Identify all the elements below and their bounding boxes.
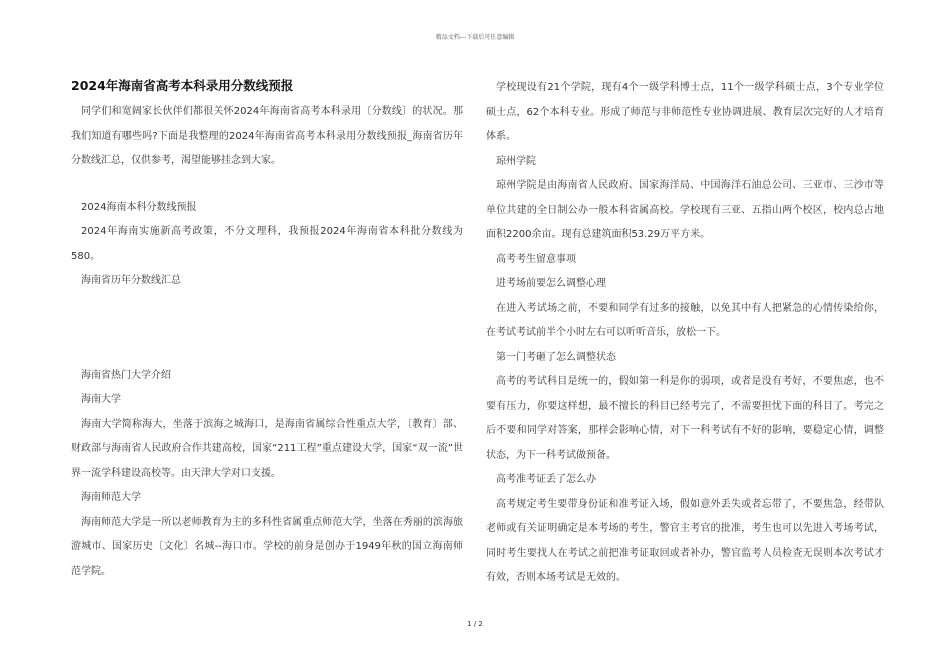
document-title: 2024年海南省高考本科录用分数线预报 bbox=[71, 78, 294, 93]
intro-paragraph: 同学们和宽阔家长伙伴们都很关怀2024年海南省高考本科录用〔分数线〕的状况。那我们知道有哪些吗?下面是我整理的2024年海南省高考本科录用分数线预报_海南省历年分数线汇总，仅供参考，渴望能够挂念到大家。 bbox=[71, 106, 463, 166]
forecast-heading: 2024海南本科分数线预报 bbox=[81, 201, 197, 213]
hainan-university-paragraph: 海南大学简称海大，坐落于滨海之城海口，是海南省属综合性重点大学，〔教育〕部、财政部与海南省人民政府合作共建高校，国家“211工程”重点建设大学，国家“双一流”世界一流学科建设高校等。由天津大学对口支援。 bbox=[71, 418, 463, 479]
history-heading: 海南省历年分数线汇总 bbox=[81, 275, 181, 286]
university-intro-heading: 海南省热门大学介绍 bbox=[81, 369, 171, 381]
hainan-normal-heading: 海南师范大学 bbox=[81, 492, 141, 503]
exam-notes-heading: 高考考生留意事项 bbox=[496, 253, 576, 265]
lost-ticket-heading: 高考准考证丢了怎么办 bbox=[496, 474, 596, 485]
hainan-university-heading: 海南大学 bbox=[81, 394, 121, 405]
mindset-paragraph: 在进入考试场之前，不要和同学有过多的接触，以免其中有人把紧急的心情传染给你，在考试考试前半个小时左右可以听听音乐，放松一下。 bbox=[486, 302, 884, 338]
failed-exam-heading: 第一门考砸了怎么调整状态 bbox=[496, 351, 616, 363]
page-header: 精品文档---下载后可任意编辑 bbox=[435, 34, 515, 41]
qiongzhou-paragraph: 琼州学院是由海南省人民政府、国家海洋局、中国海洋石油总公司、三亚市、三沙市等单位共建的全日制公办一般本科省属高校。学校现有三亚、五指山两个校区，校内总占地面积2200余亩。现有总建筑面积53.29万平方米。 bbox=[486, 180, 884, 240]
spacer bbox=[71, 294, 463, 364]
hainan-normal-continued: 学校现设有21个学院，现有4个一级学科博士点，11个一级学科硕士点，3个专业学位硕士点，62个本科专业。形成了师范与非师范性专业协调进展、教育层次完好的人才培育体系。 bbox=[486, 82, 884, 142]
hainan-normal-paragraph: 海南师范大学是一所以老师教育为主的多科性省属重点师范大学，坐落在秀丽的滨海旅游城市、国家历史〔文化〕名城--海口市。学校的前身是创办于1949年秋的国立海南师范学院。 bbox=[71, 516, 463, 577]
left-column bbox=[71, 76, 463, 584]
forecast-paragraph: 2024年海南实施新高考政策，不分文理科，我预报2024年海南省本科批分数线为580。 bbox=[71, 226, 463, 262]
qiongzhou-heading: 琼州学院 bbox=[496, 155, 536, 167]
spacer bbox=[71, 174, 463, 196]
mindset-heading: 进考场前要怎么调整心理 bbox=[496, 278, 606, 289]
lost-ticket-paragraph: 高考规定考生要带身份证和准考证入场，假如意外丢失或者忘带了，不要焦急，经带队老师或有关证明确定是本考场的考生，警官主考官的批准，考生也可以先进入考场考试，同时考生要找人在考试之前把准考证取回或者补办，警官监考人员检查无误则本次考试才有效，否则本场考试是无效的。 bbox=[486, 498, 884, 583]
failed-exam-paragraph: 高考的考试科目是统一的，假如第一科是你的弱项，或者是没有考好，不要焦虑，也不要有压力，你要这样想，最不擅长的科目已经考完了，不需要担忧下面的科目了。考完之后不要和同学对答案，那样会影响心情，对下一科考试有不好的影响，要稳定心情，调整状态，为下一科考试做预备。 bbox=[486, 376, 884, 461]
right-column bbox=[486, 76, 884, 591]
page-number: 1 / 2 bbox=[467, 620, 483, 628]
